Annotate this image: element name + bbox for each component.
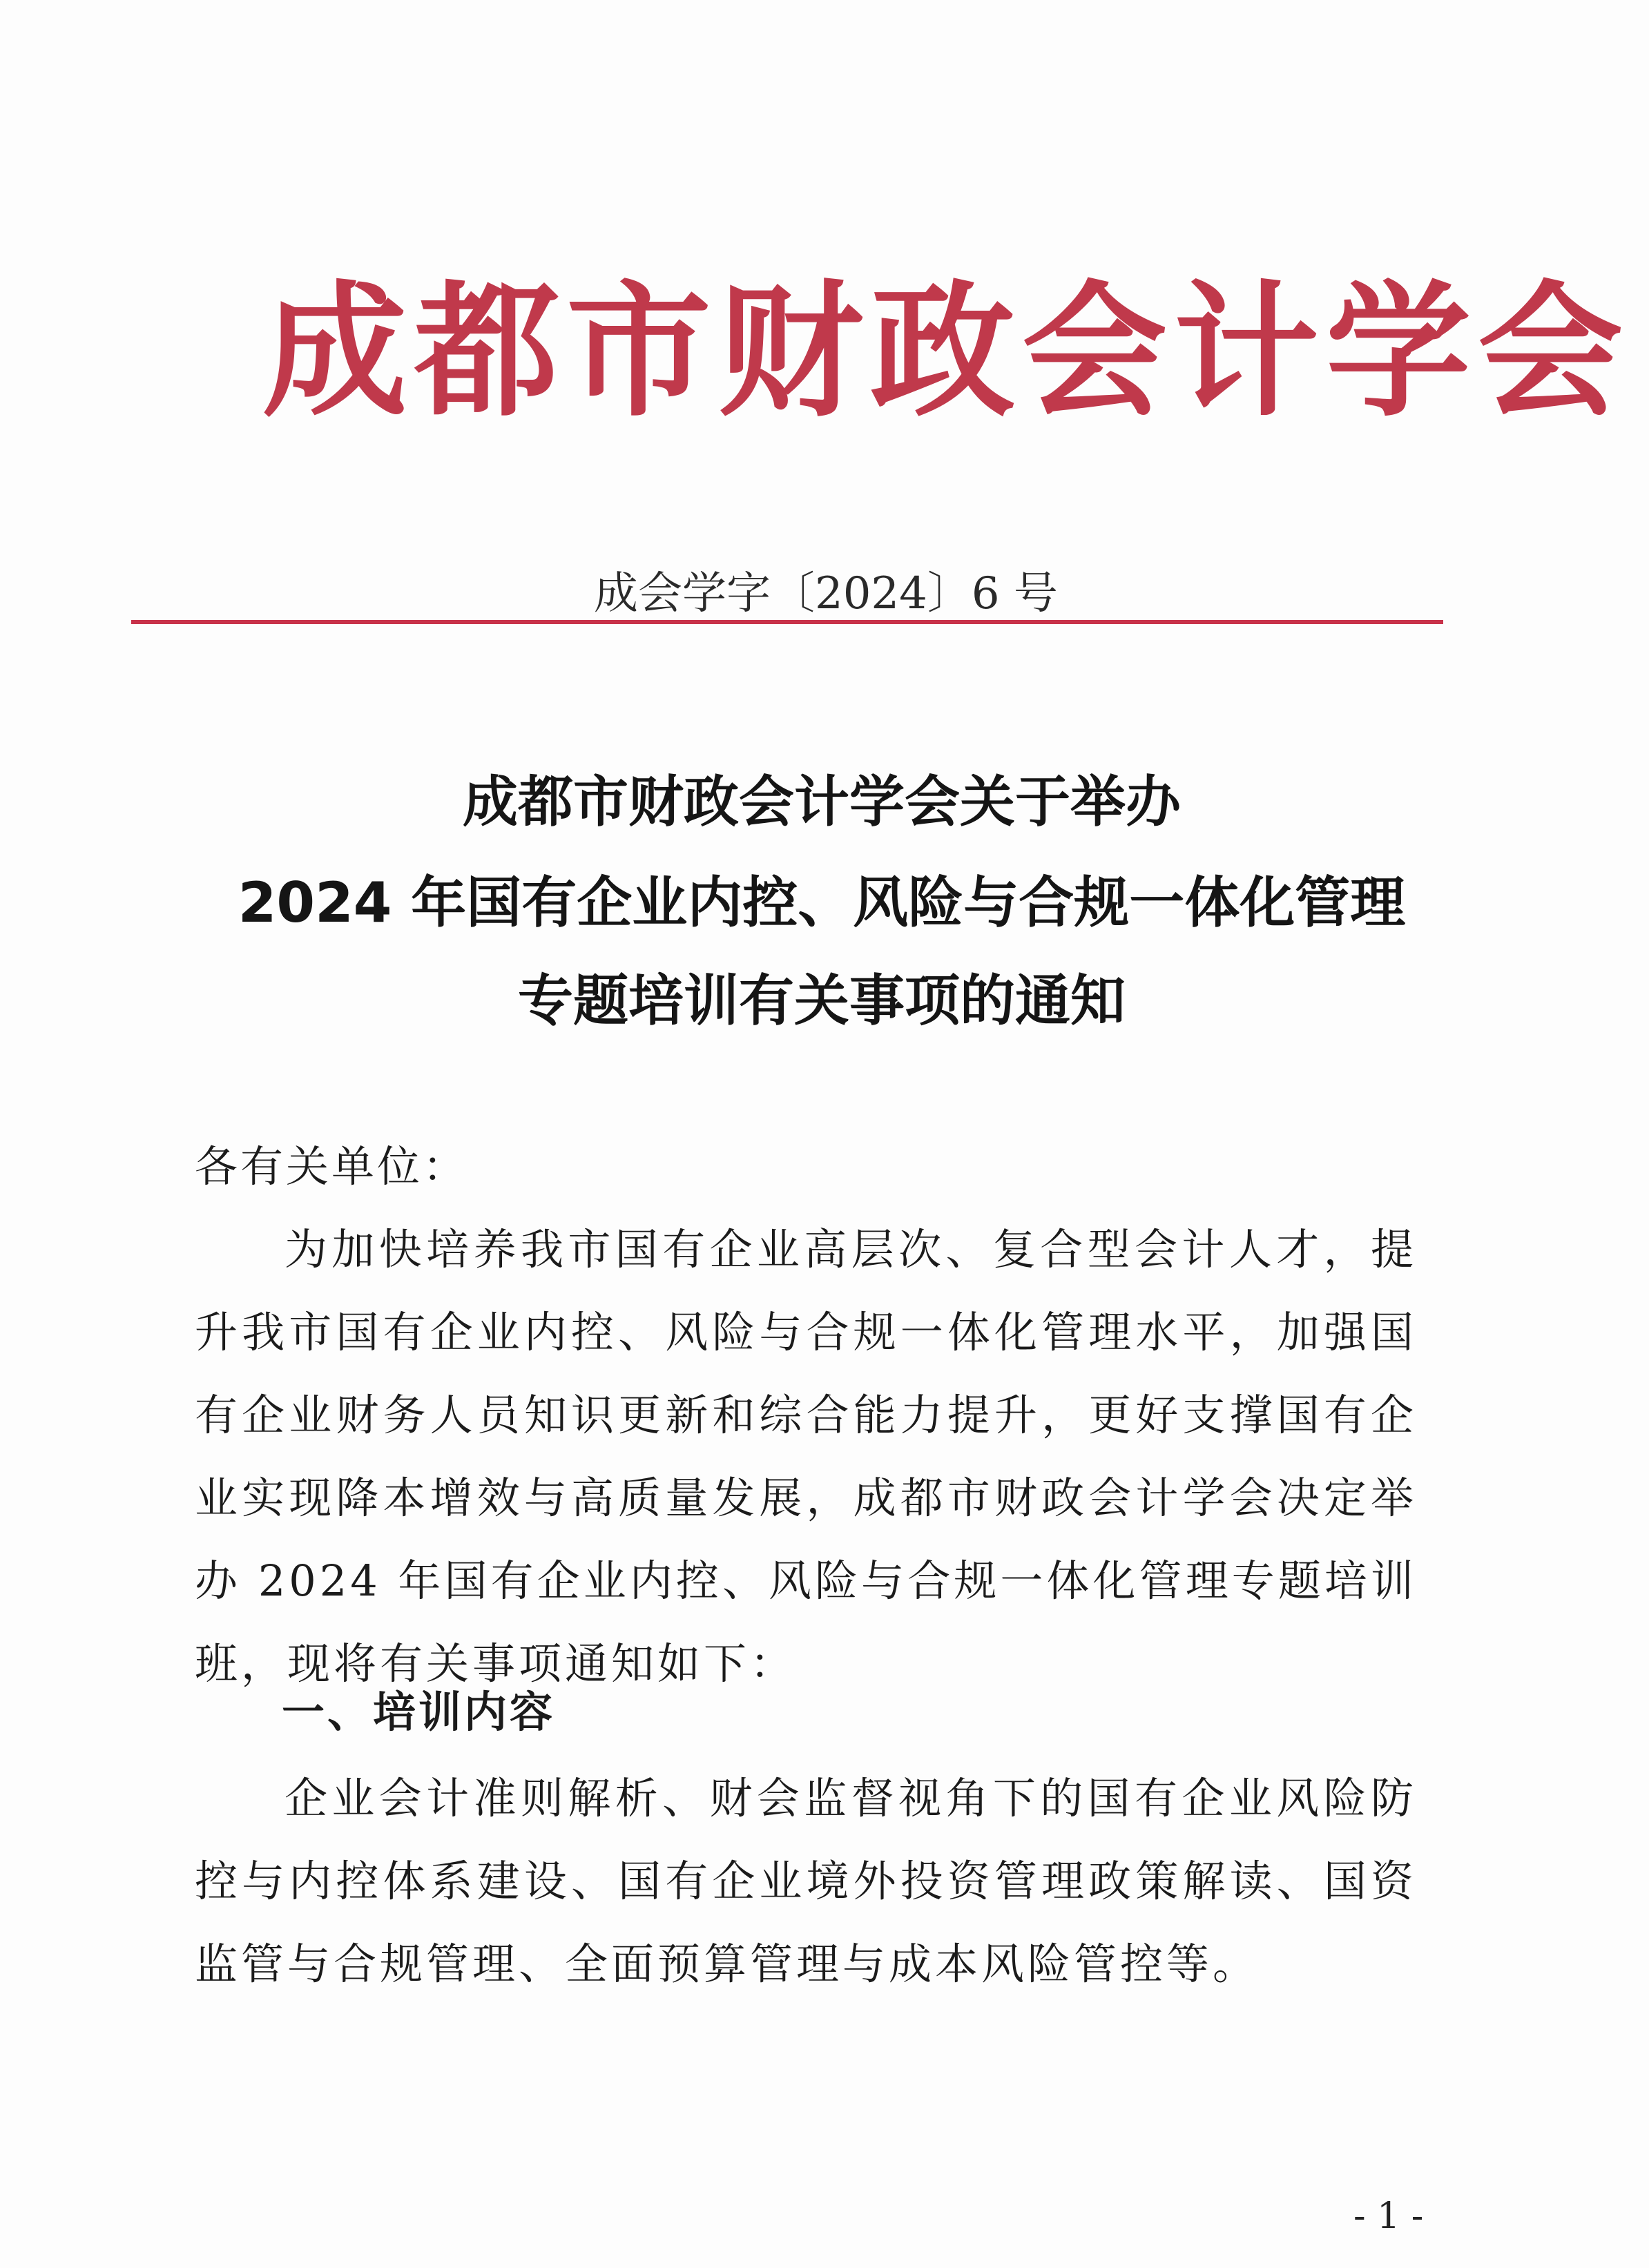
training-content-paragraph: 企业会计准则解析、财会监督视角下的国有企业风险防控与内控体系建设、国有企业境外投资管理政策解读、国资监管与合规管理、全面预算管理与成本风险管控等。 <box>195 1773 1417 1989</box>
red-header-rule <box>131 620 1443 624</box>
intro-paragraph: 为加快培养我市国有企业高层次、复合型会计人才，提升我市国有企业内控、风险与合规一体化管理水平，加强国有企业财务人员知识更新和综合能力提升，更好支撑国有企业实现降本增效与高质量发展，成都市财政会计学会决定举办 2024 年国有企业内控、风险与合规一体化管理专题培训班，现将有关事项通知如下： <box>195 1224 1417 1689</box>
organization-masthead: 成都市财政会计学会 <box>262 267 1630 436</box>
page-number: - 1 - <box>1353 2196 1424 2237</box>
notice-title-line-1: 成都市财政会计学会关于举办 <box>463 770 1181 834</box>
section-heading-training-content: 一、培训内容 <box>282 1687 556 1737</box>
salutation: 各有关单位： <box>195 1141 469 1192</box>
notice-title-line-3: 专题培训有关事项的通知 <box>518 969 1126 1033</box>
notice-title-line-2: 2024 年国有企业内控、风险与合规一体化管理 <box>238 871 1406 935</box>
document-number: 成会学字〔2024〕6 号 <box>594 568 1058 619</box>
